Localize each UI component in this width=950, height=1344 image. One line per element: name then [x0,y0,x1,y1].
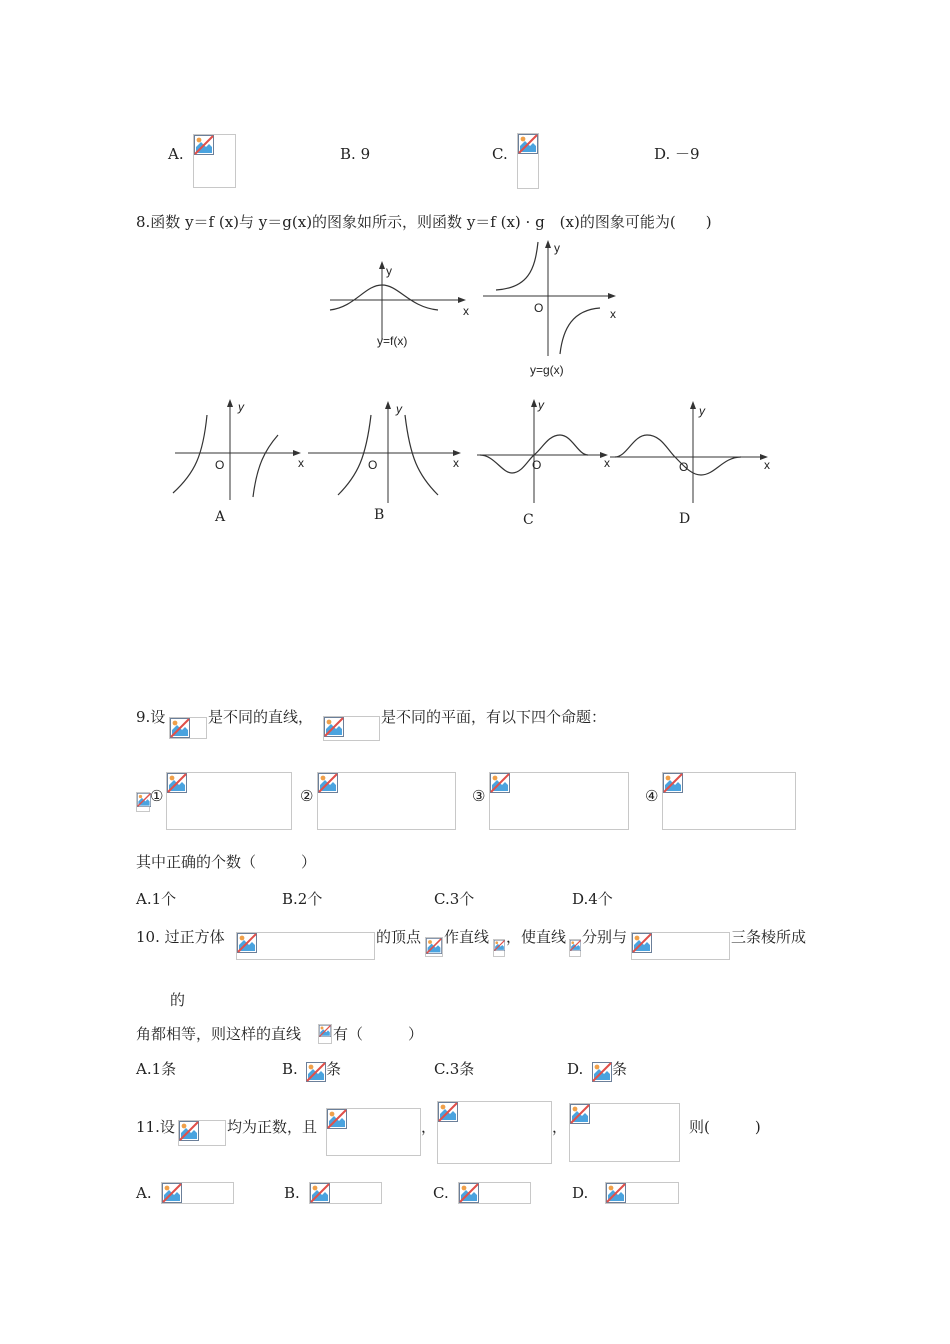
graph-g-left-branch [496,242,538,290]
option-b-right-branch [405,415,438,495]
q10-line-image-3 [318,1024,332,1044]
graph-f-curve [330,285,438,310]
q9-lines-image [169,717,207,739]
broken-image-icon [310,1183,330,1203]
q10-text-1: 10. 过正方体 [136,928,225,946]
q10-text-9: 有（ ） [333,1025,424,1043]
q11-cond-3-image [569,1103,680,1162]
q9-prop-1-image [166,772,292,830]
broken-image-icon [494,940,505,951]
broken-image-icon [426,938,442,954]
broken-image-icon [459,1183,479,1203]
broken-image-icon [179,1121,199,1141]
q9-prop-3-num: ③ [472,787,486,805]
option-c-x-label: x [604,456,610,470]
q11-comma-2: ， [552,1118,568,1136]
q9-stem-mid: 是不同的直线， [208,708,314,726]
q9-prop-4-image [662,772,796,830]
q11-choice-b-label: B. [284,1184,300,1202]
q10-vertex-image [425,937,443,957]
broken-image-icon [170,718,190,738]
option-graph-a [165,395,315,530]
q10-choice-d-label: D. [567,1060,584,1078]
broken-image-icon [606,1183,626,1203]
q9-prop-2-num: ② [300,787,314,805]
q11-text-1: 11.设 [136,1118,175,1136]
broken-image-icon [306,1062,326,1082]
option-a-left-branch [173,415,207,493]
graph-g-y-label: y [554,241,560,255]
broken-image-icon [319,1025,331,1037]
broken-image-icon [490,773,510,793]
q9-question: 其中正确的个数（ ） [136,853,317,871]
graph-g-right-branch [560,308,600,354]
q11-choice-a-image [161,1182,234,1204]
q10-text-8: 角都相等，则这样的直线 [136,1025,302,1043]
q9-choice-d: D.4个 [572,890,613,908]
q7-option-d-value: －9 [675,145,700,163]
q10-line-image [493,939,505,957]
graph-f-x-label: x [463,304,469,318]
broken-image-icon [518,134,538,154]
q11-cond-2-image [437,1101,552,1164]
q11-text-2: 均为正数，且 [227,1118,318,1136]
q11-choice-a-label: A. [136,1184,152,1202]
option-a-origin: O [215,458,225,472]
q10-cube-image [236,932,375,960]
option-d-origin: O [679,460,689,474]
q11-choice-c-image [458,1182,531,1204]
broken-image-icon [162,1183,182,1203]
option-d-caption: D [679,511,691,527]
broken-image-icon [327,1109,347,1129]
option-b-left-branch [338,415,371,495]
q10-choice-b-label: B. [282,1060,298,1078]
q10-line-image-2 [569,939,581,957]
q10-text-3: 作直线 [444,928,490,946]
option-c-caption: C [523,512,534,528]
q9-choice-c: C.3个 [434,890,475,908]
q11-choice-b-image [309,1182,382,1204]
broken-image-icon [237,933,257,953]
q10-text-4: ，使直线 [506,928,567,946]
option-b-caption: B [374,507,385,523]
broken-image-icon [324,717,344,737]
broken-image-icon [167,773,187,793]
q9-choice-b: B.2个 [282,890,323,908]
option-a-x-label: x [298,456,304,470]
q10-choice-d-tail: 条 [612,1060,628,1078]
option-a-caption: A [215,509,226,525]
option-d-x-label: x [764,458,770,472]
broken-image-icon [592,1062,612,1082]
option-c-origin: O [532,458,542,472]
q11-comma-1: ， [421,1118,437,1136]
q7-option-d-label: D. －9 [654,145,700,163]
option-graph-d [605,395,780,530]
q10-choice-d-image [592,1062,612,1082]
q7-option-c-image [517,133,539,189]
q11-cond-1-image [326,1108,421,1156]
q9-planes-image [323,716,380,741]
broken-image-icon [438,1102,458,1122]
q10-edges-image [631,932,730,960]
broken-image-icon [632,933,652,953]
graph-f [320,255,480,355]
broken-image-icon [318,773,338,793]
q10-choice-b-image [306,1062,326,1082]
q9-prop-2-image [317,772,456,830]
q9-prop-3-image [489,772,629,830]
broken-image-icon [137,793,151,807]
q7-option-a-image [193,134,236,188]
q7-option-b-label: B. 9 [340,145,371,163]
q9-prop-1-num: ① [150,787,164,805]
broken-image-icon [663,773,683,793]
q9-choice-a: A.1个 [136,890,177,908]
broken-image-icon [570,940,581,951]
broken-image-icon [194,135,214,155]
q9-stem-num: 9.设 [136,708,166,726]
option-a-right-branch [253,435,278,497]
q10-text-5: 分别与 [582,928,628,946]
q10-text-2: 的顶点 [376,928,422,946]
q7-option-a-label: A. [168,145,184,163]
option-c-y-label: y [538,398,544,412]
q8-stem: 8.函数 y＝f (x)与 y＝g(x)的图象如所示，则函数 y＝f (x) · g (x)的图象可能为( ) [136,213,712,231]
graph-g [478,238,628,380]
q11-choice-d-label: D. [572,1184,589,1202]
option-graph-c [472,395,622,530]
q11-choice-d-image [605,1182,679,1204]
q9-small-image [136,792,150,812]
option-d-curve [615,435,741,475]
broken-image-icon [570,1104,590,1124]
option-a-y-label: y [238,400,244,414]
q9-prop-4-num: ④ [645,787,659,805]
q9-stem-end: 是不同的平面，有以下四个命题： [381,708,607,726]
graph-f-caption: y=f(x) [377,334,408,348]
q7-option-b-value: 9 [360,145,371,163]
q7-option-c-label: C. [492,145,508,163]
graph-g-origin: O [534,301,544,315]
q11-vars-image [178,1120,226,1146]
option-b-x-label: x [453,456,459,470]
q10-choice-c: C.3条 [434,1060,475,1078]
q11-choice-c-label: C. [433,1184,449,1202]
option-b-y-label: y [396,402,402,416]
q10-choice-a: A.1条 [136,1060,177,1078]
q11-text-3: 则( ) [689,1118,761,1136]
q10-text-7: 的 [170,991,186,1009]
graph-g-caption: y=g(x) [530,363,564,377]
option-b-origin: O [368,458,378,472]
graph-g-x-label: x [610,307,616,321]
q10-text-6: 三条棱所成 [731,928,807,946]
q10-choice-b-tail: 条 [326,1060,342,1078]
option-d-y-label: y [699,404,705,418]
option-graph-b [303,395,468,530]
graph-f-y-label: y [386,264,392,278]
